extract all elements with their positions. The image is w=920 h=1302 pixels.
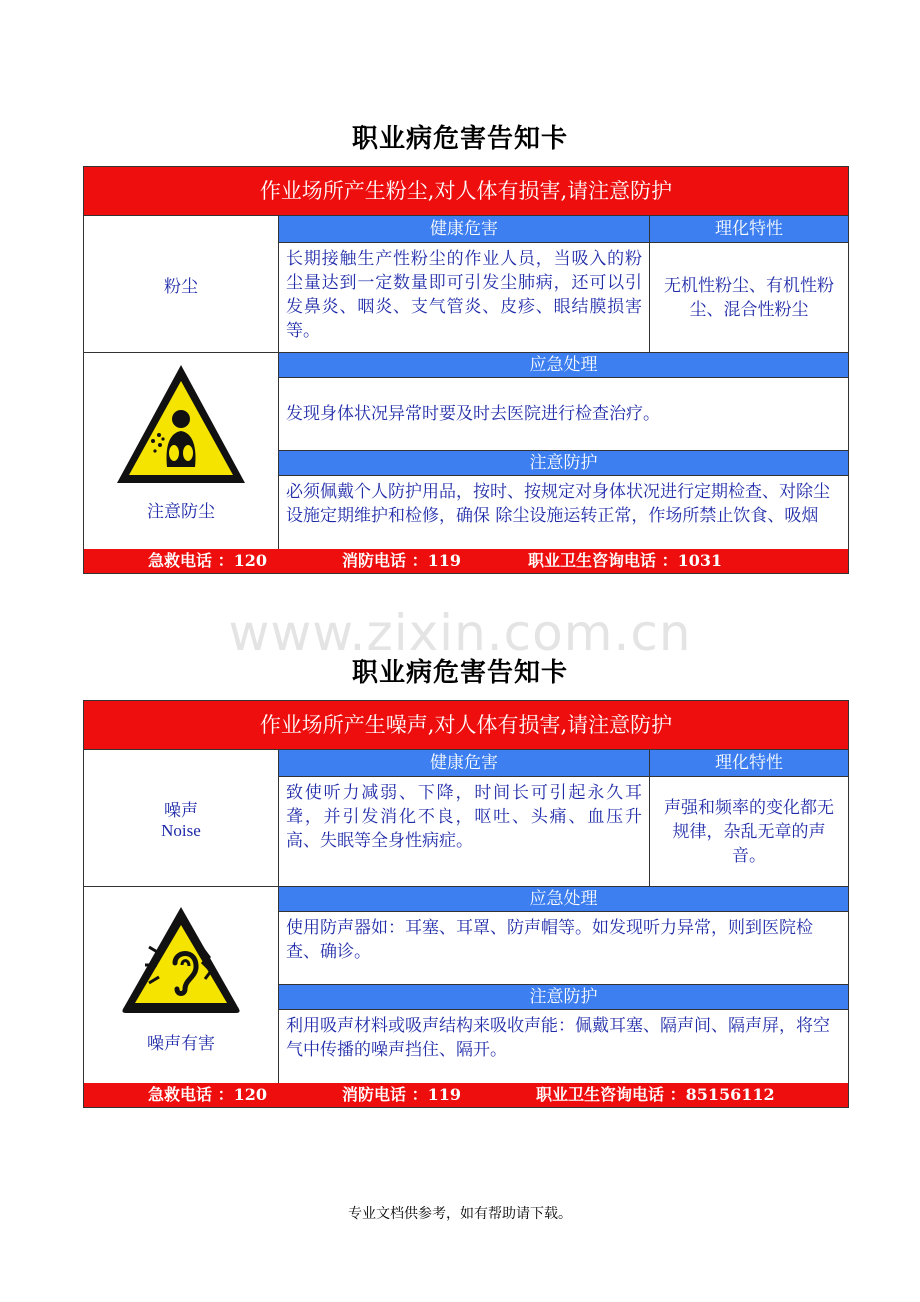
hazard-row bbox=[84, 750, 848, 887]
emergency-text: 使用防声器如：耳塞、耳罩、防声帽等。如发现听力异常，则到医院检查、确诊。 bbox=[286, 918, 813, 962]
emergency-header: 应急处理 bbox=[279, 887, 848, 912]
health-hazard-header: 健康危害 bbox=[279, 216, 650, 242]
hazard-name-english: Noise bbox=[161, 820, 201, 840]
watermark: www.zixin.com.cn bbox=[228, 604, 692, 662]
emergency-phone-bar bbox=[84, 1083, 848, 1107]
hazard-name-cell bbox=[84, 216, 279, 352]
card-title: 职业病危害告知卡 bbox=[351, 658, 568, 688]
physical-properties-text bbox=[650, 777, 848, 886]
warning-sign-cell bbox=[84, 353, 279, 549]
noise-warning-icon bbox=[119, 903, 243, 1015]
consult-phone: 职业卫生咨询电话 ：85156112 bbox=[536, 1085, 775, 1104]
card-title: 职业病危害告知卡 bbox=[351, 124, 568, 154]
health-hazard-text: 致使听力减弱、下降，时间长可引起永久耳聋，并引发消化不良，呕吐、头痛、血压升高、失眠等全身性病症。 bbox=[279, 777, 650, 886]
emergency-value: 发现身体状况异常时要及时去医院进行检查治疗。 bbox=[286, 404, 660, 424]
response-row bbox=[84, 353, 848, 549]
warning-banner: 作业场所产生噪声,对人体有损害,请注意防护 bbox=[84, 701, 848, 750]
hazard-row bbox=[84, 216, 848, 353]
emergency-header: 应急处理 bbox=[279, 353, 848, 378]
warning-banner: 作业场所产生粉尘,对人体有损害,请注意防护 bbox=[84, 167, 848, 216]
warning-sign-cell bbox=[84, 887, 279, 1083]
hazard-name: 噪声 bbox=[164, 800, 198, 821]
hazard-name: 粉尘 bbox=[164, 276, 198, 297]
health-hazard-text: 长期接触生产性粉尘的作业人员，当吸入的粉尘量达到一定数量即可引发尘肺病，还可以引发鼻炎、咽炎、支气管炎、皮疹、眼结膜损害等。 bbox=[279, 243, 650, 352]
dust-notice-card bbox=[83, 166, 849, 574]
protection-header: 注意防护 bbox=[279, 984, 848, 1010]
fire-phone: 消防电话 ：119 bbox=[342, 551, 461, 570]
physical-properties-value: 无机性粉尘、有机性粉尘、混合性粉尘 bbox=[664, 275, 834, 320]
protection-header: 注意防护 bbox=[279, 450, 848, 476]
sign-label: 注意防尘 bbox=[147, 502, 215, 522]
noise-notice-card bbox=[83, 700, 849, 1108]
health-hazard-header: 健康危害 bbox=[279, 750, 650, 776]
first-aid-phone: 急救电话 ：120 bbox=[148, 551, 267, 570]
dust-warning-icon bbox=[113, 361, 249, 487]
sign-label: 噪声有害 bbox=[147, 1034, 215, 1054]
hazard-name-cell bbox=[84, 750, 279, 886]
bottom-note: 专业文档供参考，如有帮助请下载。 bbox=[348, 1206, 572, 1222]
first-aid-phone: 急救电话 ：120 bbox=[148, 1085, 267, 1104]
emergency-text bbox=[279, 378, 848, 450]
physical-properties-value: 声强和频率的变化都无规律，杂乱无章的声音。 bbox=[664, 797, 834, 866]
emergency-phone-bar bbox=[84, 549, 848, 573]
protection-text: 利用吸声材料或吸声结构来吸收声能：佩戴耳塞、隔声间、隔声屏，将空气中传播的噪声挡住、隔开。 bbox=[286, 1016, 830, 1060]
consult-phone: 职业卫生咨询电话 ：1031 bbox=[528, 551, 723, 570]
response-row bbox=[84, 887, 848, 1083]
physical-properties-text bbox=[650, 243, 848, 352]
fire-phone: 消防电话 ：119 bbox=[342, 1085, 461, 1104]
protection-text: 必须佩戴个人防护用品，按时、按规定对身体状况进行定期检查、对除尘设施定期维护和检修，确保 除尘设施运转正常，作场所禁止饮食、吸烟 bbox=[286, 482, 830, 526]
physical-properties-header: 理化特性 bbox=[650, 216, 848, 242]
physical-properties-header: 理化特性 bbox=[650, 750, 848, 776]
